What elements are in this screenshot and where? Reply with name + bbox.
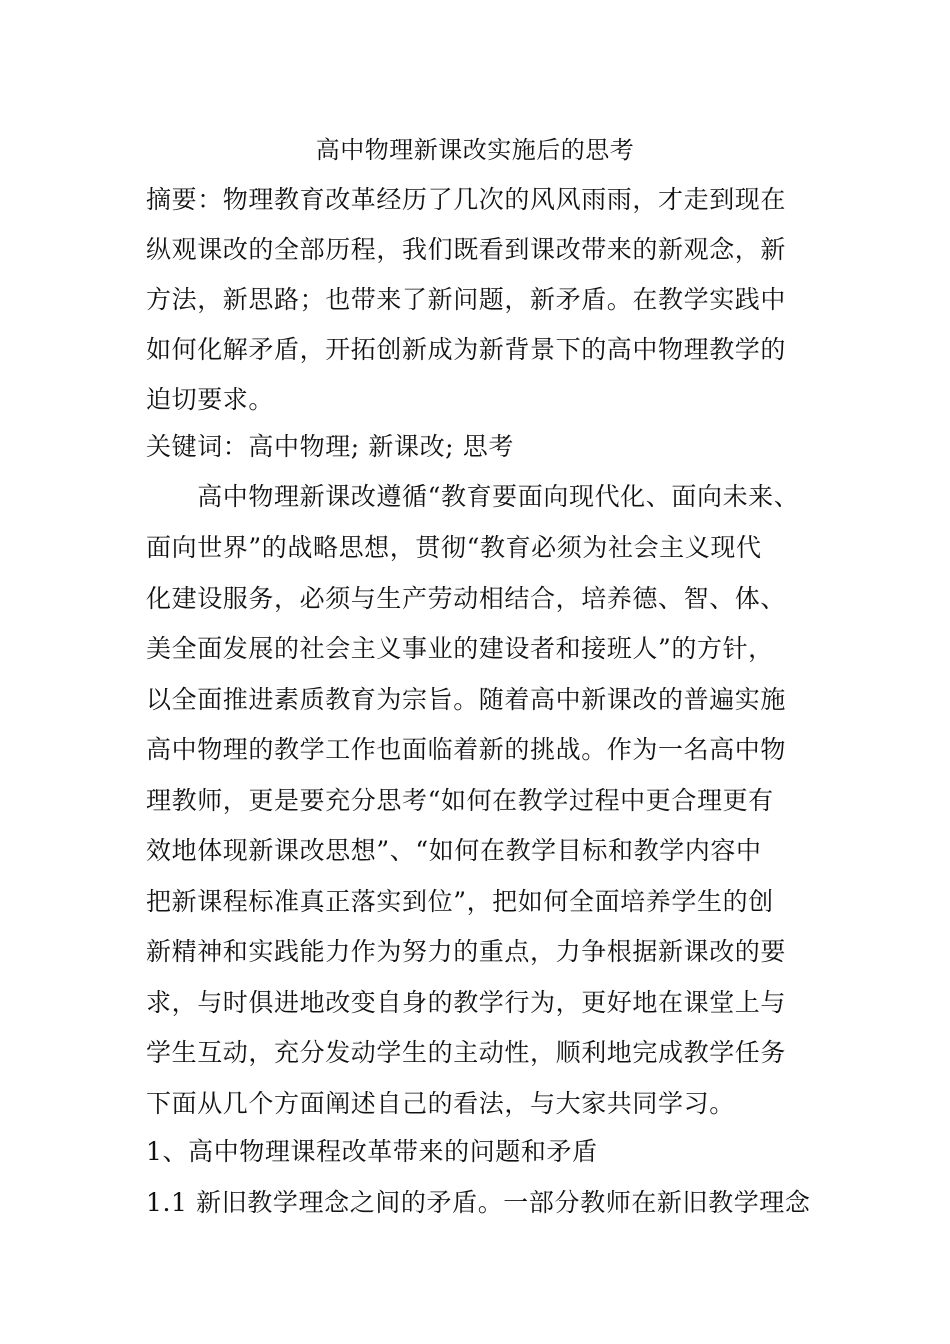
body-line: 理教师，更是要充分思考“如何在教学过程中更合理更有 bbox=[146, 786, 774, 815]
abstract-line: 如何化解矛盾，开拓创新成为新背景下的高中物理教学的 bbox=[146, 335, 787, 364]
body-line: 高中物理新课改遵循“教育要面向现代化、面向未来、 bbox=[146, 482, 800, 511]
subsection-line: 1.1 新旧教学理念之间的矛盾。一部分教师在新旧教学理念 bbox=[146, 1188, 811, 1217]
body-line: 化建设服务，必须与生产劳动相结合，培养德、智、体、 bbox=[146, 584, 787, 613]
body-line: 把新课程标准真正落实到位”，把如何全面培养学生的创 bbox=[146, 887, 774, 916]
body-line: 高中物理的教学工作也面临着新的挑战。作为一名高中物 bbox=[146, 735, 787, 764]
section-heading: 1、高中物理课程改革带来的问题和矛盾 bbox=[146, 1137, 598, 1166]
body-line: 求，与时俱进地改变自身的教学行为，更好地在课堂上与 bbox=[146, 988, 787, 1017]
body-line: 以全面推进素质教育为宗旨。随着高中新课改的普遍实施 bbox=[146, 685, 787, 714]
body-line: 美全面发展的社会主义事业的建设者和接班人”的方针， bbox=[146, 634, 774, 663]
abstract-line: 纵观课改的全部历程，我们既看到课改带来的新观念，新 bbox=[146, 235, 787, 264]
abstract-line: 迫切要求。 bbox=[146, 385, 275, 414]
body-line: 学生互动，充分发动学生的主动性，顺利地完成教学任务 bbox=[146, 1038, 787, 1067]
body-line: 面向世界”的战略思想，贯彻“教育必须为社会主义现代 bbox=[146, 533, 762, 562]
body-line: 下面从几个方面阐述自己的看法，与大家共同学习。 bbox=[146, 1089, 735, 1118]
abstract-line: 方法，新思路；也带来了新问题，新矛盾。在教学实践中 bbox=[146, 285, 787, 314]
body-line: 效地体现新课改思想”、“如何在教学目标和教学内容中 bbox=[146, 836, 762, 865]
abstract-line: 摘要：物理教育改革经历了几次的风风雨雨，才走到现在 bbox=[146, 185, 787, 214]
document-title: 高中物理新课改实施后的思考 bbox=[315, 136, 635, 164]
keywords-line: 关键词：高中物理; 新课改; 思考 bbox=[146, 432, 514, 461]
body-line: 新精神和实践能力作为努力的重点，力争根据新课改的要 bbox=[146, 937, 787, 966]
